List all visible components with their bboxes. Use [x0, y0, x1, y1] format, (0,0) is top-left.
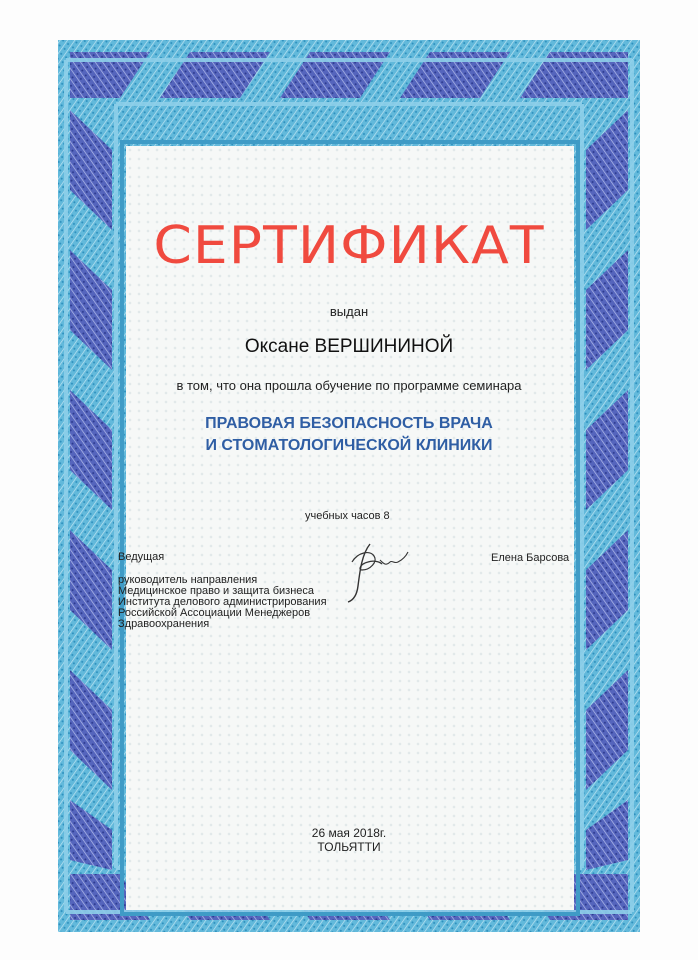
recipient-name: Оксане ВЕРШИНИНОЙ — [244, 336, 454, 357]
presenter-label: Ведущая — [118, 551, 165, 563]
certificate-title: СЕРТИФИКАТ — [153, 216, 545, 276]
presenter-position-line: Российской Ассоциации Менеджеров — [118, 607, 311, 619]
date-and-place — [0, 826, 698, 854]
issued-label: выдан — [329, 304, 369, 319]
presenter-position-line: Медицинское право и защита бизнеса — [118, 585, 315, 597]
presenter-position-line: Института делового администрирования — [118, 596, 327, 608]
program-title-line-1: ПРАВОВАЯ БЕЗОПАСНОСТЬ ВРАЧА — [205, 415, 493, 432]
presenter-position-line: Здравоохранения — [118, 618, 210, 630]
presenter-name: Елена Барсова — [491, 552, 570, 564]
presenter-position-line: руководитель направления — [118, 574, 258, 586]
presenter-position — [118, 575, 327, 630]
program-title-line-2: И СТОМАТОЛОГИЧЕСКОЙ КЛИНИКИ — [205, 437, 493, 454]
handwritten-signature — [340, 540, 410, 604]
study-hours: учебных часов 8 — [305, 510, 390, 522]
completion-statement: в том, что она прошла обучение по программе семинара — [176, 378, 522, 393]
issue-date: 26 мая 2018г. — [311, 826, 387, 840]
issue-city: ТОЛЬЯТТИ — [317, 840, 381, 854]
